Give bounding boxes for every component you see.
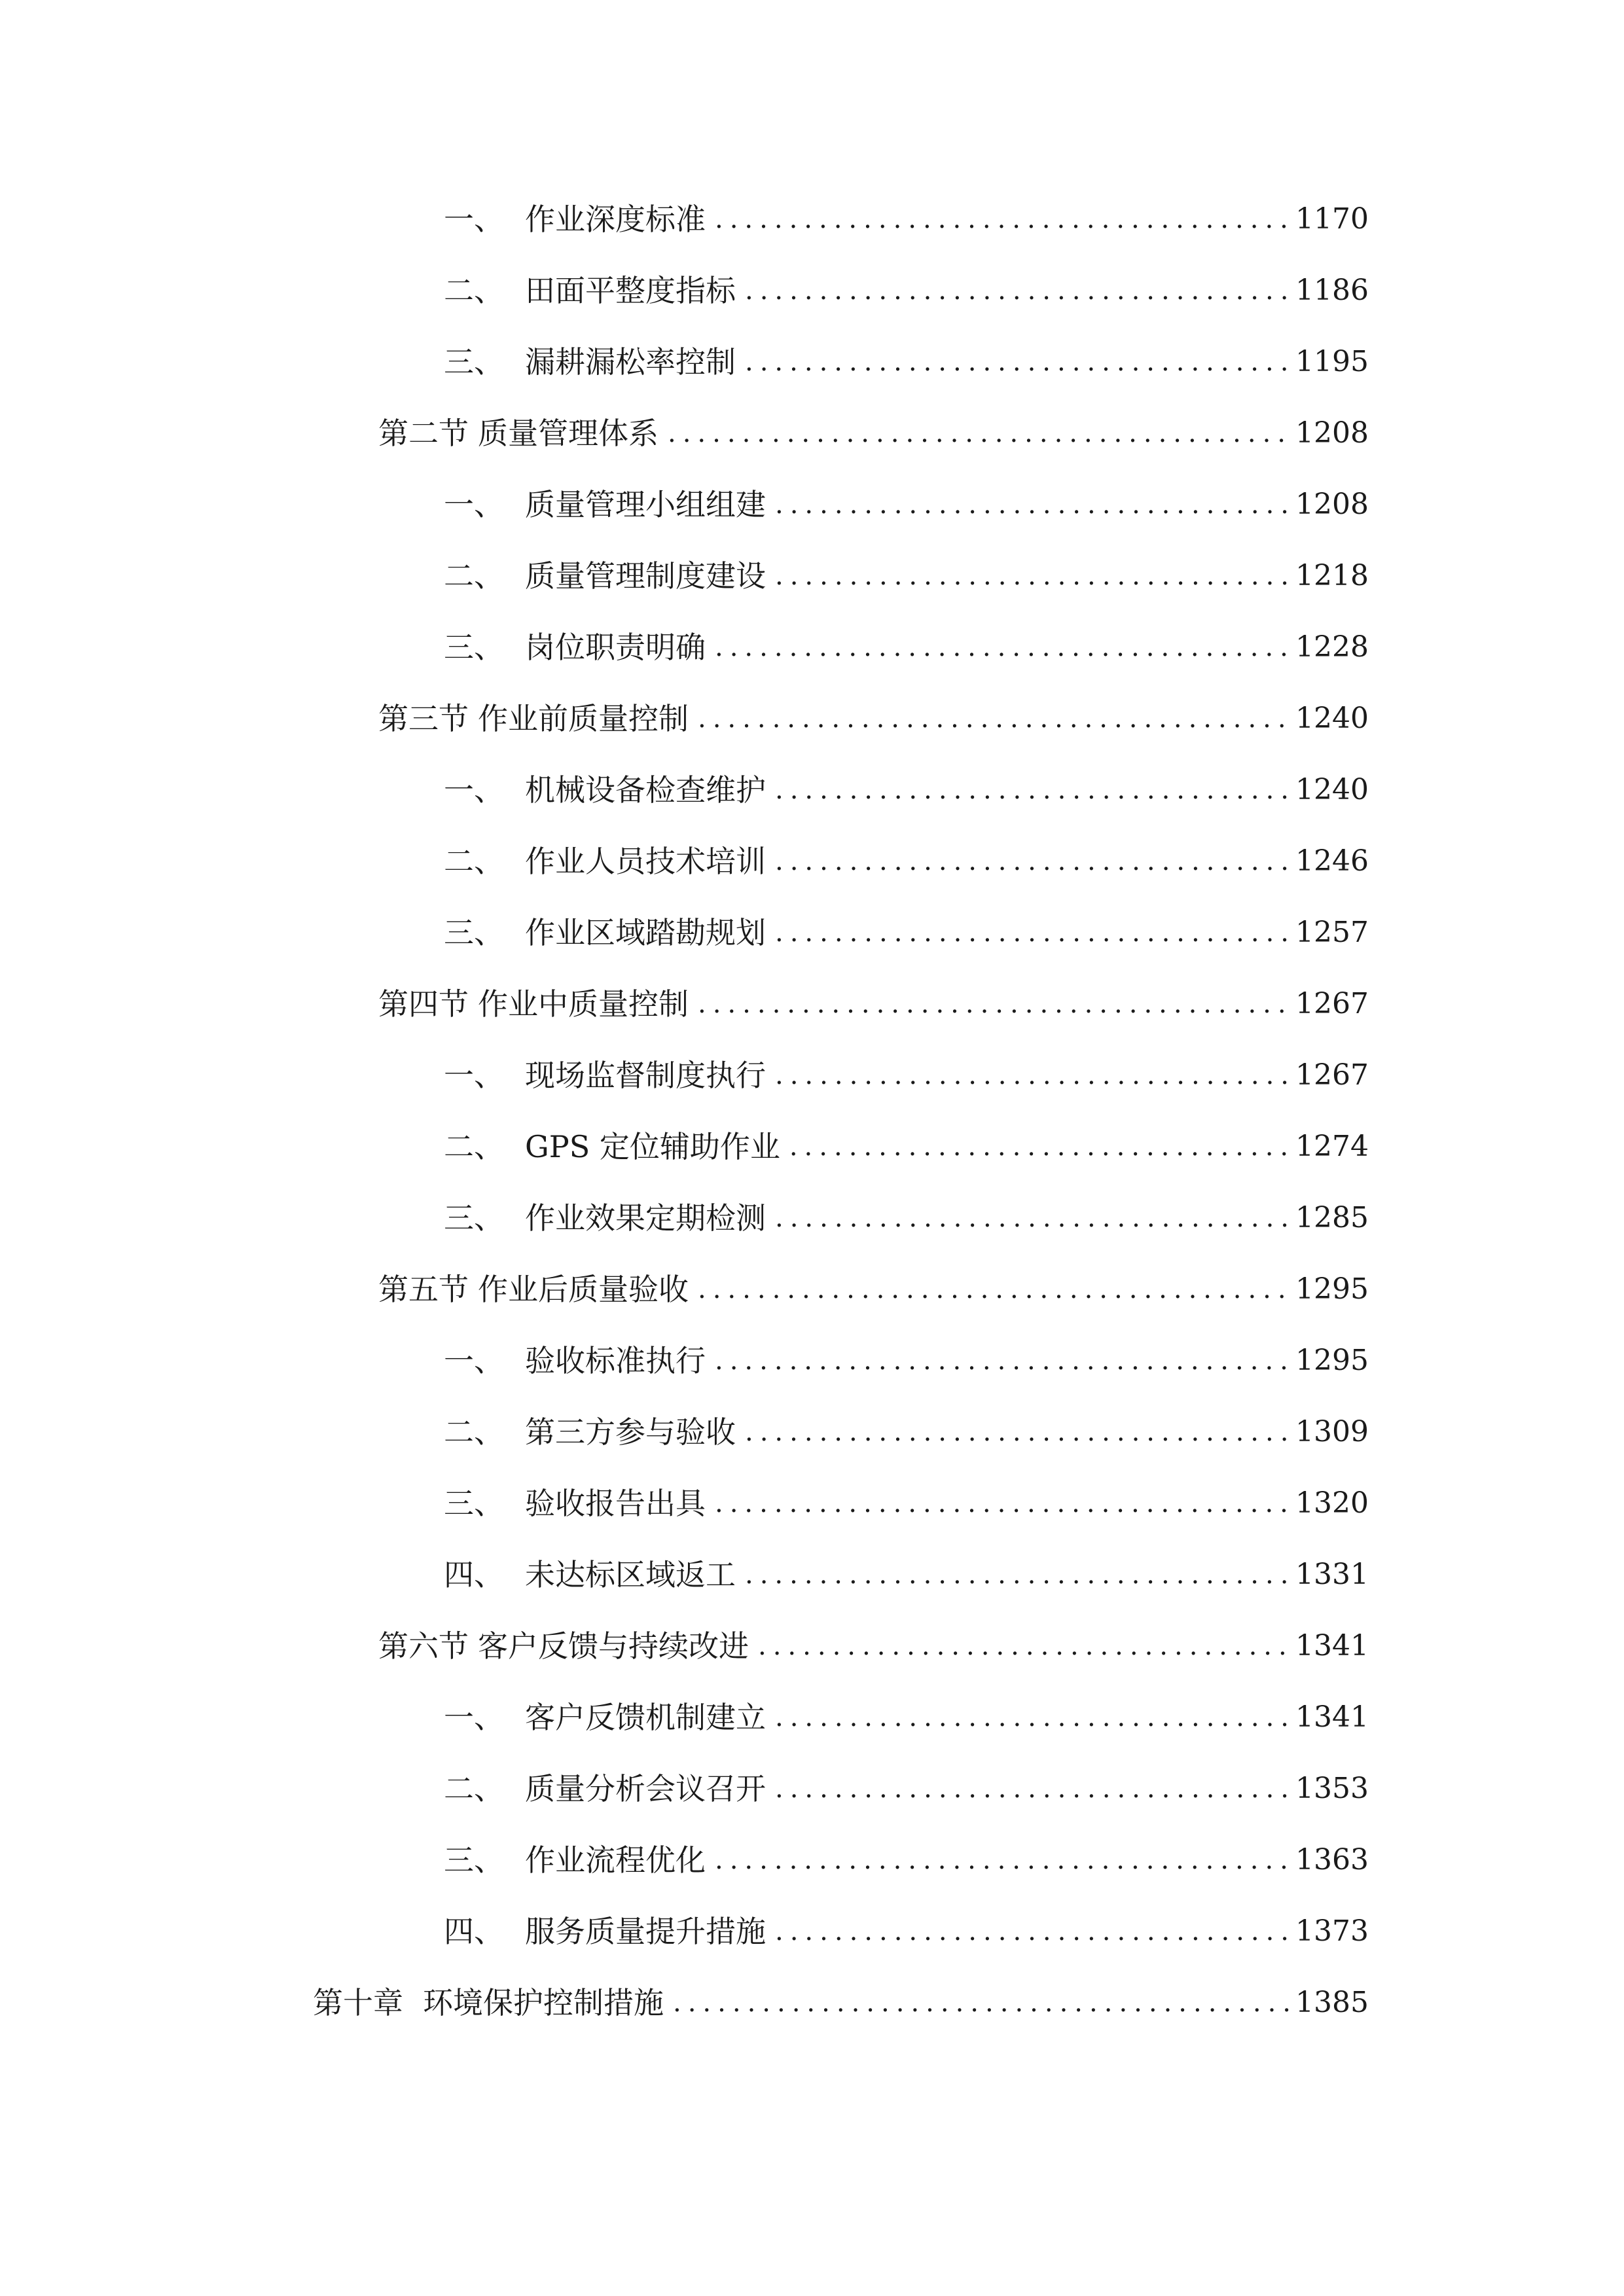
toc-chapter-number: 第十章 xyxy=(313,1985,403,2020)
toc-dot-leader xyxy=(741,264,1289,317)
toc-entry-number: 二、 xyxy=(444,273,504,308)
toc-dot-leader xyxy=(771,906,1289,959)
toc-chapter-title: 环境保护控制措施 xyxy=(423,1985,664,2020)
toc-entry-page: 1228 xyxy=(1295,630,1369,664)
toc-entry-number: 三、 xyxy=(444,1486,504,1521)
toc-dot-leader xyxy=(771,1049,1289,1102)
toc-section[interactable] xyxy=(378,1620,1369,1672)
toc-dot-leader xyxy=(741,1406,1289,1458)
toc-entry-title: 作业流程优化 xyxy=(525,1842,706,1878)
toc-entry[interactable] xyxy=(444,478,1369,531)
toc-entry-title: 现场监督制度执行 xyxy=(525,1058,766,1093)
toc-entry-title: 未达标区域返工 xyxy=(525,1557,736,1592)
toc-entry-page: 1267 xyxy=(1295,1058,1369,1092)
toc-entry-title: 质量分析会议召开 xyxy=(525,1771,766,1806)
toc-dot-leader xyxy=(669,1977,1289,2029)
toc-dot-leader xyxy=(664,407,1289,459)
toc-entry-page: 1195 xyxy=(1295,345,1369,378)
toc-section-number: 第二节 xyxy=(378,416,469,451)
toc-entry[interactable] xyxy=(444,1477,1369,1530)
toc-entry-title: 质量管理小组组建 xyxy=(525,487,766,522)
toc-dot-leader xyxy=(694,692,1289,745)
toc-dot-leader xyxy=(771,1763,1289,1815)
toc-dot-leader xyxy=(771,1905,1289,1958)
toc-dot-leader xyxy=(771,835,1289,888)
toc-entry-page: 1341 xyxy=(1295,1700,1369,1734)
toc-entry-title: 服务质量提升措施 xyxy=(525,1914,766,1949)
toc-entry-page: 1295 xyxy=(1295,1344,1369,1377)
toc-entry-number: 二、 xyxy=(444,1771,504,1806)
toc-section-number: 第六节 xyxy=(378,1628,469,1664)
toc-dot-leader xyxy=(711,193,1289,245)
toc-entry-page: 1309 xyxy=(1295,1415,1369,1448)
toc-entry-number: 四、 xyxy=(444,1557,504,1592)
toc-entry-number: 二、 xyxy=(444,1414,504,1450)
toc-section-page: 1267 xyxy=(1295,987,1369,1020)
toc-entry-number: 四、 xyxy=(444,1914,504,1949)
toc-section-title: 质量管理体系 xyxy=(478,416,659,451)
toc-dot-leader xyxy=(785,1121,1289,1173)
toc-entry-number: 三、 xyxy=(444,630,504,665)
toc-entry-page: 1218 xyxy=(1295,559,1369,592)
toc-chapter-page: 1385 xyxy=(1295,1986,1369,2019)
toc-entry-title: 客户反馈机制建立 xyxy=(525,1700,766,1735)
toc-entry[interactable] xyxy=(444,1549,1369,1601)
toc-dot-leader xyxy=(711,1335,1289,1387)
toc-section-page: 1208 xyxy=(1295,416,1369,450)
toc-section-number: 第五节 xyxy=(378,1272,469,1307)
toc-entry-number: 三、 xyxy=(444,344,504,380)
toc-entry-page: 1331 xyxy=(1295,1558,1369,1591)
toc-section-page: 1240 xyxy=(1295,702,1369,735)
toc-entry-title: 作业效果定期检测 xyxy=(525,1200,766,1236)
toc-section-page: 1341 xyxy=(1295,1629,1369,1662)
toc-entry-title: 作业人员技术培训 xyxy=(525,844,766,879)
toc-entry[interactable] xyxy=(444,1192,1369,1244)
toc-section-title: 客户反馈与持续改进 xyxy=(478,1628,749,1664)
toc-entry-number: 一、 xyxy=(444,1058,504,1093)
toc-section[interactable] xyxy=(378,407,1369,459)
toc-dot-leader xyxy=(771,764,1289,816)
toc-entry-page: 1353 xyxy=(1295,1772,1369,1805)
toc-entry-number: 一、 xyxy=(444,1700,504,1735)
toc-section[interactable] xyxy=(378,692,1369,745)
toc-entry-number: 二、 xyxy=(444,844,504,879)
toc-entry[interactable] xyxy=(444,1049,1369,1102)
toc-section[interactable] xyxy=(378,978,1369,1030)
toc-entry-title: 验收标准执行 xyxy=(525,1343,706,1378)
toc-entry-number: 一、 xyxy=(444,487,504,522)
toc-entry-page: 1240 xyxy=(1295,773,1369,806)
toc-entry-title: 岗位职责明确 xyxy=(525,630,706,665)
toc-entry-page: 1285 xyxy=(1295,1201,1369,1234)
toc-entry-number: 二、 xyxy=(444,1129,504,1164)
toc-entry-page: 1170 xyxy=(1295,202,1369,236)
toc-entry-title: 作业区域踏勘规划 xyxy=(525,915,766,950)
toc-entry[interactable] xyxy=(444,906,1369,959)
toc-section-number: 第四节 xyxy=(378,986,469,1022)
toc-entry-page: 1274 xyxy=(1295,1130,1369,1163)
toc-dot-leader xyxy=(741,336,1289,388)
toc-entry[interactable] xyxy=(444,835,1369,888)
toc-entry[interactable] xyxy=(444,1406,1369,1458)
toc-entry-title: GPS 定位辅助作业 xyxy=(525,1129,780,1164)
toc-entry-title: 验收报告出具 xyxy=(525,1486,706,1521)
toc-entry-number: 一、 xyxy=(444,772,504,808)
toc-entry[interactable] xyxy=(444,550,1369,602)
toc-entry-page: 1373 xyxy=(1295,1914,1369,1948)
toc-entry[interactable] xyxy=(444,336,1369,388)
toc-dot-leader xyxy=(754,1620,1289,1672)
toc-entry-number: 三、 xyxy=(444,1200,504,1236)
toc-entry-title: 质量管理制度建设 xyxy=(525,558,766,594)
toc-entry-title: 机械设备检查维护 xyxy=(525,772,766,808)
toc-entry[interactable] xyxy=(444,621,1369,673)
toc-entry-page: 1208 xyxy=(1295,488,1369,521)
toc-entry[interactable] xyxy=(444,1834,1369,1886)
toc-section-number: 第三节 xyxy=(378,701,469,736)
toc-chapter[interactable] xyxy=(313,1977,1369,2029)
toc-entry-number: 一、 xyxy=(444,202,504,237)
toc-entry-title: 漏耕漏松率控制 xyxy=(525,344,736,380)
toc-dot-leader xyxy=(771,1192,1289,1244)
toc-dot-leader xyxy=(711,1477,1289,1530)
toc-section-title: 作业后质量验收 xyxy=(478,1272,689,1307)
toc-section-title: 作业前质量控制 xyxy=(478,701,689,736)
toc-entry[interactable] xyxy=(444,264,1369,317)
toc-entry-number: 三、 xyxy=(444,1842,504,1878)
toc-section-page: 1295 xyxy=(1295,1272,1369,1306)
toc-entry-number: 三、 xyxy=(444,915,504,950)
toc-dot-leader xyxy=(711,1834,1289,1886)
toc-entry[interactable] xyxy=(444,1763,1369,1815)
toc-entry-title: 作业深度标准 xyxy=(525,202,706,237)
toc-entry-number: 一、 xyxy=(444,1343,504,1378)
toc-entry[interactable] xyxy=(444,193,1369,245)
toc-dot-leader xyxy=(771,550,1289,602)
toc-section[interactable] xyxy=(378,1263,1369,1316)
toc-entry[interactable] xyxy=(444,1691,1369,1744)
toc-entry-page: 1186 xyxy=(1295,274,1369,307)
toc-entry[interactable] xyxy=(444,1335,1369,1387)
toc-dot-leader xyxy=(711,621,1289,673)
toc-entry-title: 第三方参与验收 xyxy=(525,1414,736,1450)
toc-entry-page: 1257 xyxy=(1295,916,1369,949)
toc-entry[interactable] xyxy=(444,1121,1369,1173)
toc-entry-page: 1320 xyxy=(1295,1486,1369,1520)
toc-dot-leader xyxy=(694,978,1289,1030)
toc-entry-page: 1246 xyxy=(1295,844,1369,878)
toc-section-title: 作业中质量控制 xyxy=(478,986,689,1022)
toc-dot-leader xyxy=(771,478,1289,531)
toc-entry-number: 二、 xyxy=(444,558,504,594)
toc-dot-leader xyxy=(741,1549,1289,1601)
toc-entry[interactable] xyxy=(444,764,1369,816)
toc-entry-page: 1363 xyxy=(1295,1843,1369,1876)
toc-dot-leader xyxy=(694,1263,1289,1316)
toc-entry-title: 田面平整度指标 xyxy=(525,273,736,308)
toc-dot-leader xyxy=(771,1691,1289,1744)
toc-entry[interactable] xyxy=(444,1905,1369,1958)
